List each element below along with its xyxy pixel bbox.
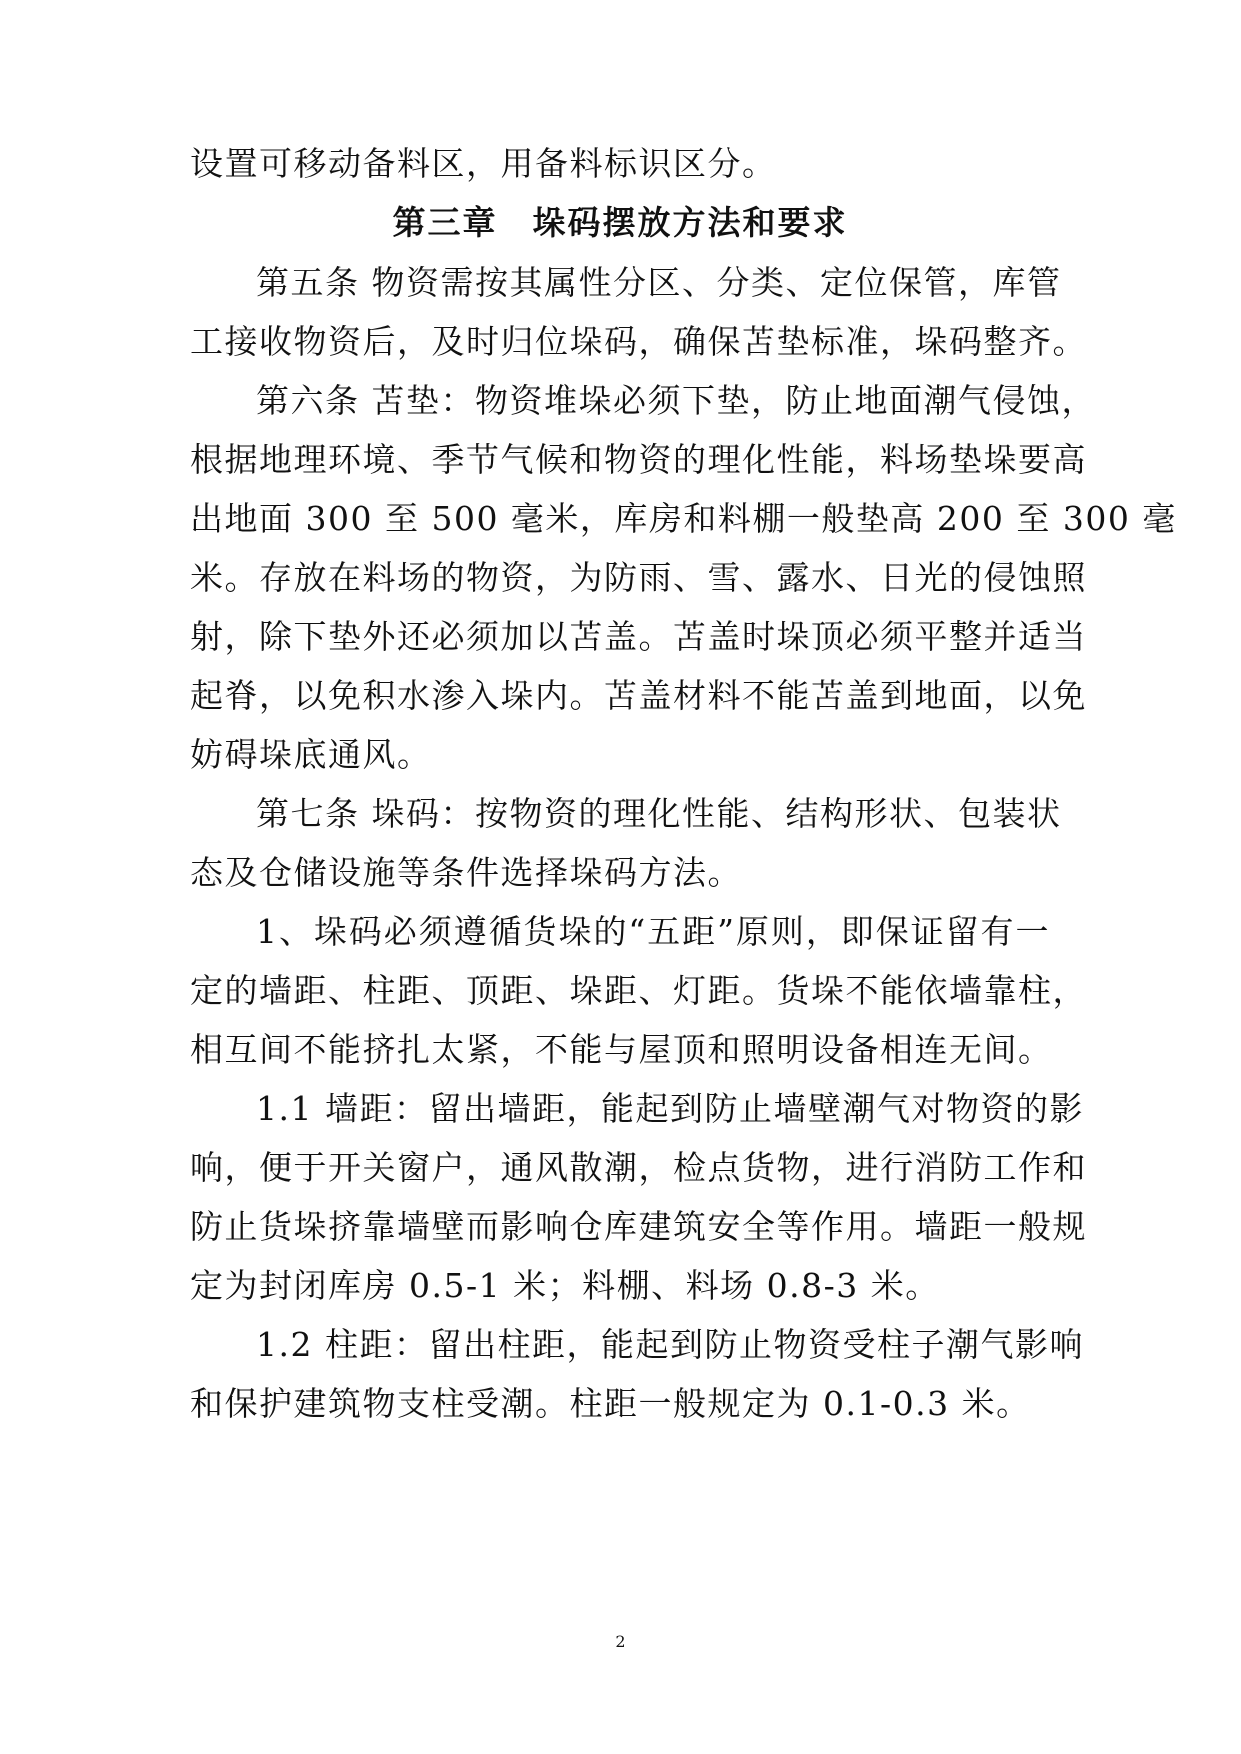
paragraph-line: 1.1 墙距：留出墙距，能起到防止墙壁潮气对物资的影 [256,1089,1084,1128]
paragraph-line: 响，便于开关窗户，通风散潮，检点货物，进行消防工作和 [190,1148,1087,1187]
paragraph-line: 1、垛码必须遵循货垛的“五距”原则，即保证留有一 [256,912,1050,951]
paragraph-line: 定的墙距、柱距、顶距、垛距、灯距。货垛不能依墙靠柱， [190,971,1087,1010]
paragraph-line: 第七条 垛码：按物资的理化性能、结构形状、包装状 [256,794,1062,833]
paragraph-line: 工接收物资后，及时归位垛码，确保苫垫标准，垛码整齐。 [190,322,1087,361]
chapter-heading: 第三章 垛码摆放方法和要求 [392,203,848,242]
paragraph-line: 和保护建筑物支柱受潮。柱距一般规定为 0.1-0.3 米。 [190,1384,1031,1423]
page-number: 2 [615,1632,626,1651]
paragraph-line: 第六条 苫垫：物资堆垛必须下垫，防止地面潮气侵蚀， [256,381,1096,420]
paragraph-line: 出地面 300 至 500 毫米，库房和料棚一般垫高 200 至 300 毫 [190,499,1177,538]
paragraph-line: 起脊，以免积水渗入垛内。苫盖材料不能苫盖到地面，以免 [190,676,1087,715]
paragraph-line: 妨碍垛底通风。 [190,735,432,774]
paragraph-line: 第五条 物资需按其属性分区、分类、定位保管，库管 [256,263,1062,302]
paragraph-line: 相互间不能挤扎太紧，不能与屋顶和照明设备相连无间。 [190,1030,1053,1069]
paragraph-line: 防止货垛挤靠墙壁而影响仓库建筑安全等作用。墙距一般规 [190,1207,1087,1246]
paragraph-line: 设置可移动备料区，用备料标识区分。 [190,144,777,183]
paragraph-line: 态及仓储设施等条件选择垛码方法。 [190,853,742,892]
paragraph-line: 射，除下垫外还必须加以苫盖。苫盖时垛顶必须平整并适当 [190,617,1087,656]
paragraph-line: 1.2 柱距：留出柱距，能起到防止物资受柱子潮气影响 [256,1325,1084,1364]
paragraph-line: 定为封闭库房 0.5-1 米；料棚、料场 0.8-3 米。 [190,1266,940,1305]
paragraph-line: 米。存放在料场的物资，为防雨、雪、露水、日光的侵蚀照 [190,558,1087,597]
paragraph-line: 根据地理环境、季节气候和物资的理化性能，料场垫垛要高 [190,440,1087,479]
